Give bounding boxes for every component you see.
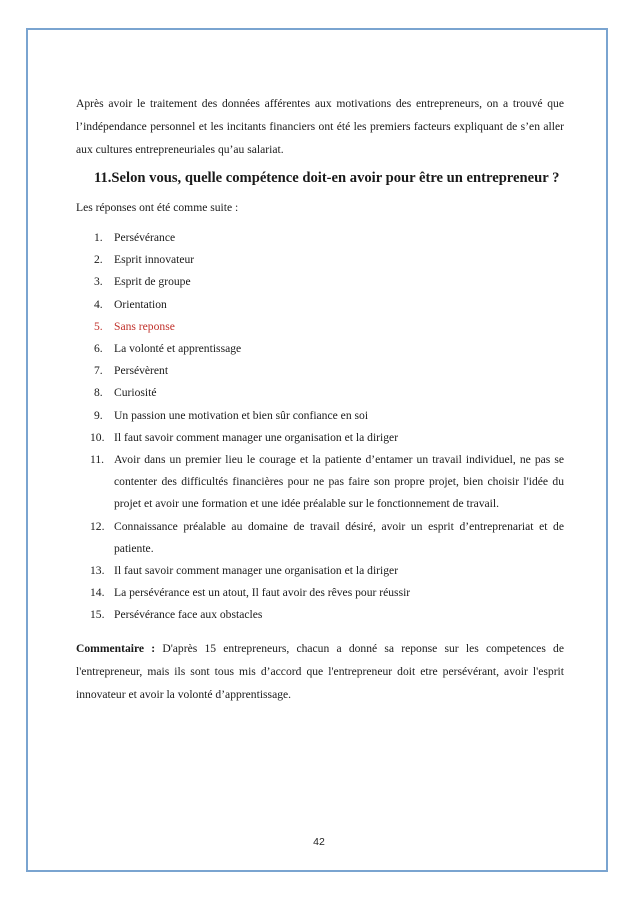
- page-number: 42: [313, 836, 325, 848]
- list-item: 12. Connaissance préalable au domaine de travail désiré, avoir un esprit d’entreprenariat et de patiente.: [90, 519, 564, 555]
- list-item: 11. Avoir dans un premier lieu le courage et la patiente d’entamer un travail individuel, ne pas se contenter des difficultés financières pour ne pas faire son propre projet, bien choisir l'idée du projet et avoir une formation et une idée préalable sur le fonctionnement de travail.: [90, 453, 564, 511]
- comment-paragraph: [76, 637, 564, 706]
- responses-intro: Les réponses ont été comme suite :: [76, 201, 239, 214]
- comment-label: Commentaire :: [76, 641, 156, 655]
- list-item: 9. Un passion une motivation et bien sûr confiance en soi: [94, 408, 369, 422]
- list-item: 14. La persévérance est un atout, Il faut avoir des rêves pour réussir: [90, 586, 411, 600]
- document-body: [76, 92, 564, 706]
- question-heading: 11.Selon vous, quelle compétence doit-en avoir pour être un entrepreneur ?: [94, 170, 560, 186]
- list-item: 10. Il faut savoir comment manager une organisation et la diriger: [90, 430, 399, 444]
- list-item: 15. Persévérance face aux obstacles: [90, 608, 263, 622]
- comment-text: D'après 15 entrepreneurs, chacun a donné sa reponse sur les competences de l'entrepreneur, mais ils sont tous mis d’accord que l'entrepreneur doit etre persévérant, avoir l'esprit innovateur et avoir la volonté d’apprentissage.: [76, 641, 564, 701]
- list-item: 4. Orientation: [94, 297, 167, 311]
- list-item: 6. La volonté et apprentissage: [94, 342, 242, 356]
- list-item: 7. Persévèrent: [94, 364, 169, 378]
- list-item: 3. Esprit de groupe: [94, 275, 191, 289]
- intro-paragraph: Après avoir le traitement des données afférentes aux motivations des entrepreneurs, on a trouvé que l’indépendance personnel et les incitants financiers ont été les premiers facteurs expliquant de s’en aller aux cultures entrepreneuriales qu’au salariat.: [76, 97, 564, 156]
- list-item: 1. Persévérance: [94, 231, 176, 244]
- list-item: 8. Curiosité: [94, 386, 157, 400]
- responses-list: [76, 227, 564, 627]
- list-item: 2. Esprit innovateur: [94, 253, 195, 267]
- list-item: 13. Il faut savoir comment manager une organisation et la diriger: [90, 564, 399, 578]
- list-item-no-response: 5. Sans reponse: [94, 319, 175, 333]
